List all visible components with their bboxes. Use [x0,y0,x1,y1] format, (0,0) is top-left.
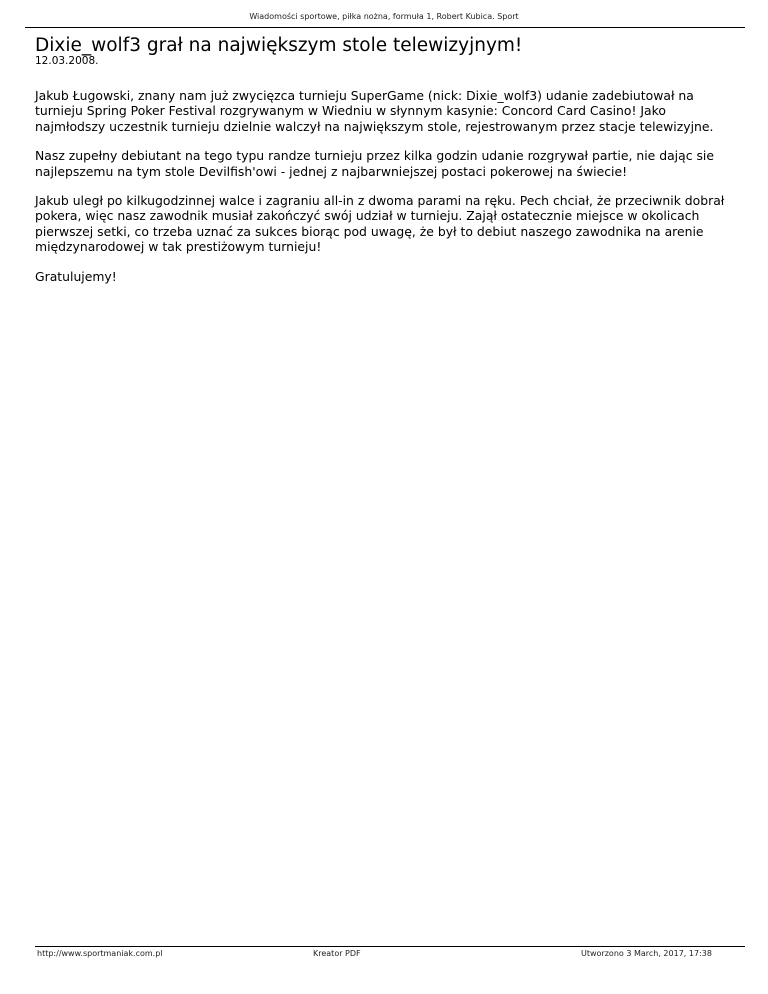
article-date: 12.03.2008. [35,55,99,67]
article-paragraph: Gratulujemy! [35,268,117,284]
footer-url: http://www.sportmaniak.com.pl [37,949,163,958]
page-header-title: Wiadomości sportowe, piłka nożna, formuła 1, Robert Kubica. Sport [249,12,519,21]
article-paragraph: Jakub Ługowski, znany nam już zwycięzca turnieju SuperGame (nick: Dixie_wolf3) udanie zadebiutował na turnieju Spring Poker Festival rozgrywanym w Wiedniu w słynnym kasynie: Concord Card Casino! Jako najmłodszy uczestnik turnieju dzielnie walczył na największym stole, rejestrowanym przez stacje telewizyjne. [35,88,714,134]
article-body [35,88,735,298]
footer-divider [35,946,745,947]
header-divider [25,27,745,28]
article-paragraph: Nasz zupełny debiutant na tego typu randze turnieju przez kilka godzin udanie rozgrywał partie, nie dając sie najlepszemu na tym stole Devilfish'owi - jednej z najbarwniejszej postaci pokerowej na świecie! [35,148,714,179]
article-title: Dixie_wolf3 grał na największym stole telewizyjnym! [35,35,523,56]
article-paragraph: Jakub uległ po kilkugodzinnej walce i zagraniu all-in z dwoma parami na ręku. Pech chciał, że przeciwnik dobrał pokera, więc nasz zawodnik musiał zakończyć swój udział w turnieju. Zajął ostatecznie miejsce w okolicach pierwszej setki, co trzeba uznać za sukces biorąc pod uwagę, że był to debiut naszego zawodnika na arenie międzynarodowej w tak prestiżowym turnieju! [35,193,725,255]
footer-created-timestamp: Utworzono 3 March, 2017, 17:38 [581,949,712,958]
footer-creator: Kreator PDF [313,949,361,958]
